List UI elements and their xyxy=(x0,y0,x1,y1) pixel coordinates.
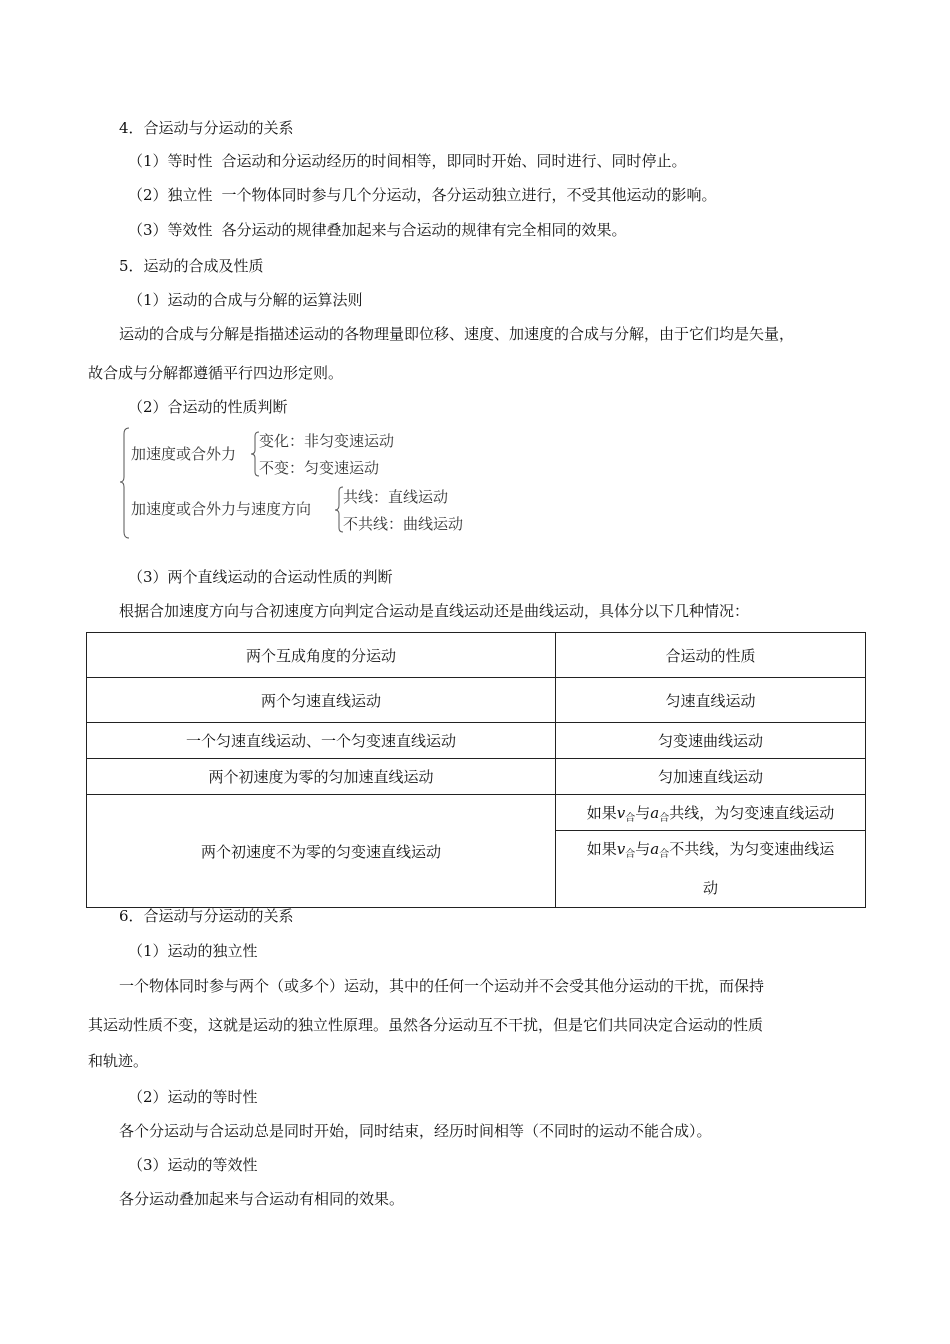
table-cell: 一个匀速直线运动、一个匀变速直线运动 xyxy=(87,723,556,759)
section-5-para-1a: 运动的合成与分解是指描述运动的各物理量即位移、速度、加速度的合成与分解，由于它们均是矢量， xyxy=(119,325,795,343)
section-4-item-3 xyxy=(128,220,627,240)
item-text: 一个物体同时参与几个分运动，各分运动独立进行，不受其他运动的影响。 xyxy=(221,186,717,204)
section-5-title: 5．运动的合成及性质 xyxy=(119,257,264,275)
table-header-cell: 合运动的性质 xyxy=(556,633,866,678)
table-cell: 两个初速度为零的匀加速直线运动 xyxy=(87,759,556,795)
section-5-sub-3: （3）两个直线运动的合运动性质的判断 xyxy=(128,568,393,586)
motion-nature-diagram xyxy=(120,426,500,541)
table-cell: 两个匀速直线运动 xyxy=(87,678,556,723)
item-label: （3）等效性 xyxy=(128,221,213,239)
table-cell-case-noncollinear: 如果$v_合$与$a_合$不共线，为匀变速曲线运 动 xyxy=(556,831,866,908)
table-header-row xyxy=(87,633,866,678)
section-6-para-1a: 一个物体同时参与两个（或多个）运动，其中的任何一个运动并不会受其他分运动的干扰，而保持 xyxy=(119,977,765,995)
table-cell: 匀加速直线运动 xyxy=(556,759,866,795)
diagram-direction-collinear: 共线：直线运动 xyxy=(343,488,449,506)
table-row xyxy=(87,723,866,759)
item-label: （1）等时性 xyxy=(128,152,213,170)
table-cell: 匀变速曲线运动 xyxy=(556,723,866,759)
item-text: 各分运动的规律叠加起来与合运动的规律有完全相同的效果。 xyxy=(221,221,627,239)
item-label: （2）独立性 xyxy=(128,186,213,204)
table-header-cell: 两个互成角度的分运动 xyxy=(87,633,556,678)
section-6-sub-1: （1）运动的独立性 xyxy=(128,942,258,960)
section-4-title: 4．合运动与分运动的关系 xyxy=(119,119,294,137)
diagram-acceleration-label: 加速度或合外力 xyxy=(131,445,237,463)
item-text: 合运动和分运动经历的时间相等，即同时开始、同时进行、同时停止。 xyxy=(221,152,687,170)
table-cell: 两个初速度不为零的匀变速直线运动 xyxy=(87,795,556,908)
diagram-direction-label: 加速度或合外力与速度方向 xyxy=(131,500,312,518)
table-cell: 匀速直线运动 xyxy=(556,678,866,723)
table-cell-case-collinear: 如果$v_合$与$a_合$共线，为匀变速直线运动 xyxy=(556,795,866,831)
section-4-item-2 xyxy=(128,185,717,205)
diagram-acceleration-constant: 不变：匀变速运动 xyxy=(259,459,380,477)
section-6-para-1c: 和轨迹。 xyxy=(88,1052,149,1070)
diagram-acceleration-changing: 变化：非匀变速运动 xyxy=(259,432,395,450)
section-6-para-3: 各分运动叠加起来与合运动有相同的效果。 xyxy=(119,1190,405,1208)
section-5-sub-2: （2）合运动的性质判断 xyxy=(128,398,288,416)
diagram-direction-noncollinear: 不共线：曲线运动 xyxy=(343,515,464,533)
table-row xyxy=(87,795,866,831)
section-5-sub-1: （1）运动的合成与分解的运算法则 xyxy=(128,291,363,309)
table-row xyxy=(87,678,866,723)
motion-composition-table xyxy=(86,632,866,908)
section-5-para-3: 根据合加速度方向与合初速度方向判定合运动是直线运动还是曲线运动，具体分以下几种情况： xyxy=(119,602,750,620)
section-6-para-1b: 其运动性质不变，这就是运动的独立性原理。虽然各分运动互不干扰，但是它们共同决定合运动的性质 xyxy=(88,1016,764,1034)
section-4-item-1 xyxy=(128,151,687,171)
section-5-para-1b: 故合成与分解都遵循平行四边形定则。 xyxy=(88,364,344,382)
table-row xyxy=(87,759,866,795)
section-6-para-2: 各个分运动与合运动总是同时开始，同时结束，经历时间相等（不同时的运动不能合成）。 xyxy=(119,1122,712,1140)
section-6-title: 6．合运动与分运动的关系 xyxy=(119,907,294,925)
section-6-sub-3: （3）运动的等效性 xyxy=(128,1156,258,1174)
section-6-sub-2: （2）运动的等时性 xyxy=(128,1088,258,1106)
